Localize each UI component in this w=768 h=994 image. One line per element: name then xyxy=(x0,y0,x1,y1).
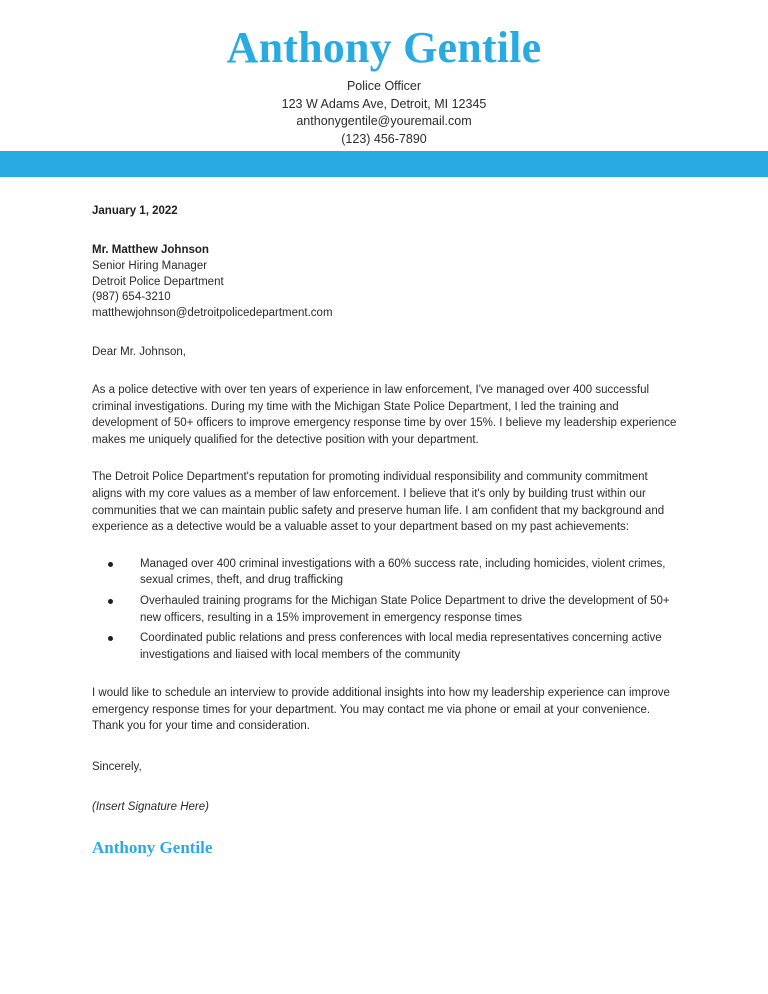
recipient-block xyxy=(92,243,678,322)
body-paragraph-1: As a police detective with over ten years of experience in law enforcement, I've managed over 400 successful criminal investigations. During my time with the Michigan State Police Department, I led the training and development of 50+ officers to improve emergency response time by over 15%. I believe my leadership experience makes me uniquely qualified for the detective position with your department. xyxy=(92,383,677,446)
applicant-address: 123 W Adams Ave, Detroit, MI 12345 xyxy=(281,96,487,111)
applicant-phone: (123) 456-7890 xyxy=(341,131,427,146)
letter-header xyxy=(0,0,768,148)
achievement-text: Overhauled training programs for the Michigan State Police Department to drive the development of 50+ new officers, resulting in a 15% improvement in emergency response times xyxy=(140,594,670,624)
signature-placeholder: (Insert Signature Here) xyxy=(92,801,209,814)
applicant-email: anthonygentile@youremail.com xyxy=(296,114,472,128)
bullet-icon xyxy=(108,599,113,604)
recipient-name: Mr. Matthew Johnson xyxy=(92,244,209,256)
achievement-text: Managed over 400 criminal investigations with a 60% success rate, including homicides, violent crimes, sexual crimes, theft, and drug trafficking xyxy=(140,557,666,587)
applicant-name: Anthony Gentile xyxy=(226,23,542,72)
header-accent-bar xyxy=(0,151,768,177)
recipient-phone: (987) 654-3210 xyxy=(92,291,171,304)
recipient-title: Senior Hiring Manager xyxy=(92,259,208,272)
signature-name: Anthony Gentile xyxy=(92,838,213,858)
list-item xyxy=(92,593,678,626)
list-item xyxy=(92,630,678,663)
achievement-text: Coordinated public relations and press conferences with local media representatives concerning active investigations and liaised with local members of the community xyxy=(140,632,662,661)
applicant-job-title: Police Officer xyxy=(346,79,422,93)
list-item xyxy=(92,556,678,589)
sign-off: Sincerely, xyxy=(92,761,142,774)
closing-paragraph: I would like to schedule an interview to provide additional insights into how my leadership experience can improve emergency response times for your department. You may contact me via phone or email at your convenience. Thank you for your time and consideration. xyxy=(92,687,670,733)
recipient-organization: Detroit Police Department xyxy=(92,275,224,288)
salutation: Dear Mr. Johnson, xyxy=(92,345,186,358)
bullet-icon xyxy=(108,636,113,641)
recipient-email: matthewjohnson@detroitpolicedepartment.com xyxy=(92,307,333,320)
letter-date: January 1, 2022 xyxy=(92,205,178,217)
letter-body xyxy=(92,203,678,859)
achievements-list xyxy=(92,556,678,664)
bullet-icon xyxy=(108,562,113,567)
body-paragraph-2: The Detroit Police Department's reputation for promoting individual responsibility and community commitment aligns with my core values as a member of law enforcement. I believe that it's only by building trust within our communities that we can maintain public safety and preserve human life. I am confident that my background and experience as a detective would be a valuable asset to your department based on my past achievements: xyxy=(92,471,665,534)
contact-info-block xyxy=(0,78,768,148)
